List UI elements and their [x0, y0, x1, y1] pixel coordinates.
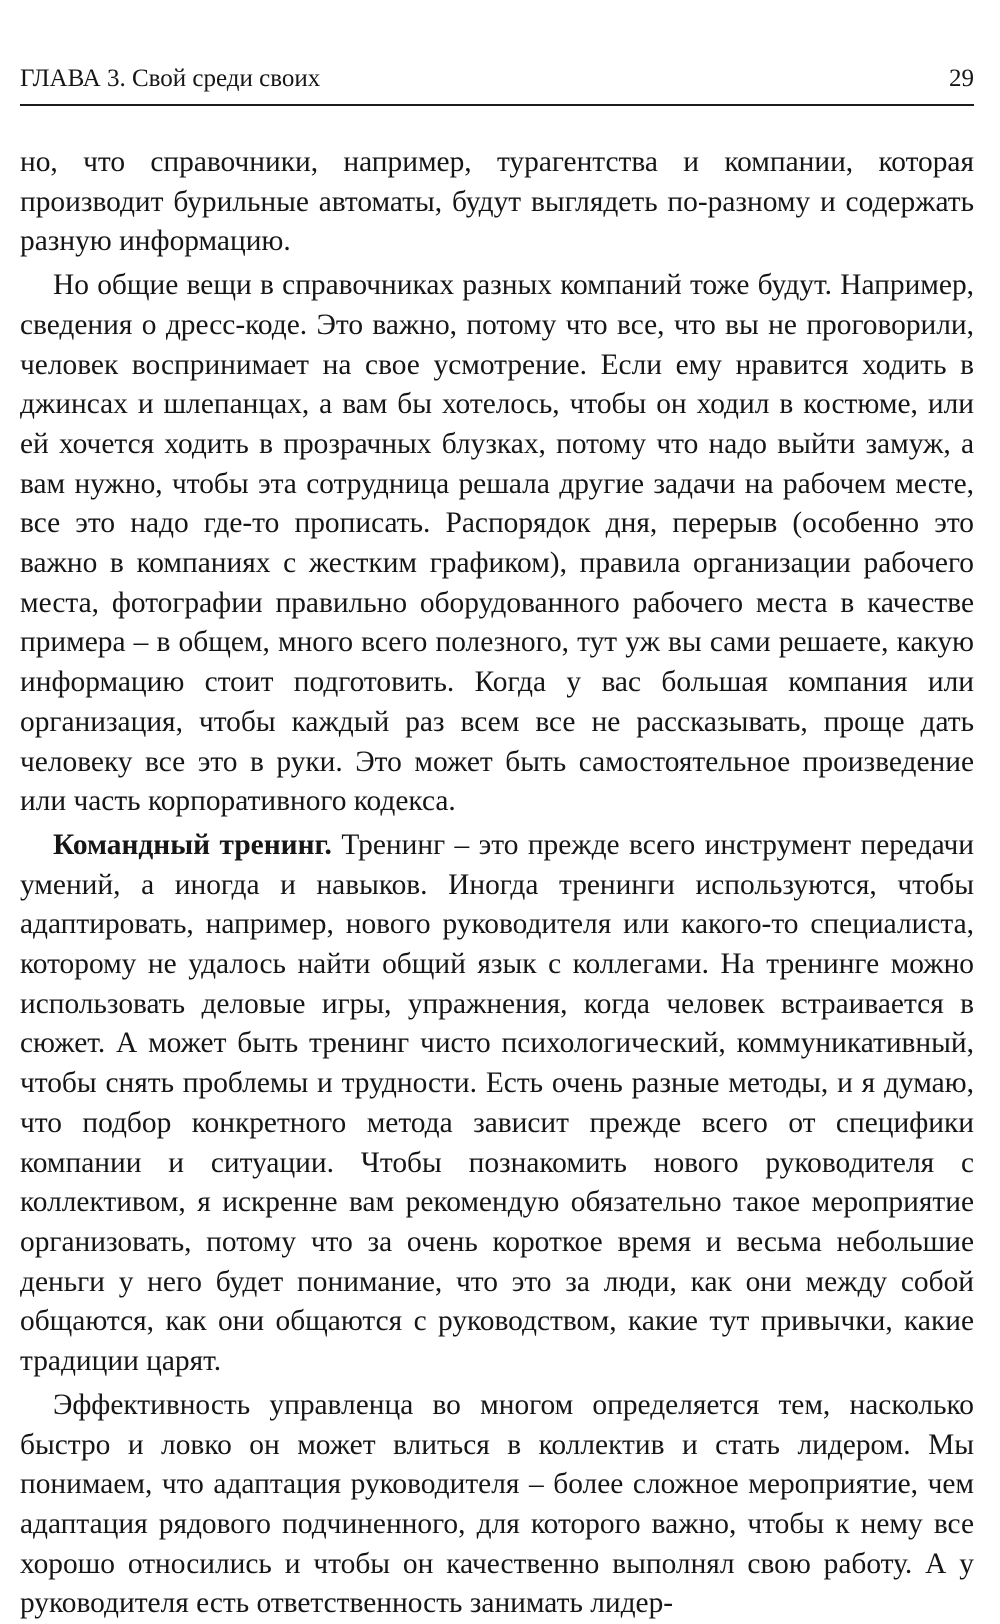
paragraph-3-text: Тренинг – это прежде всего инструмент передачи умений, а иногда и навыков. Иногда тренинги используются, чтобы адаптировать, например, нового руководителя или какого-то специалиста, которому не удалось найти общий язык с коллегами. На тренинге можно использовать деловые игры, упражнения, когда человек встраивается в сюжет. А может быть тренинг чисто психологический, коммуникативный, чтобы снять проблемы и трудности. Есть очень разные методы, и я думаю, что подбор конкретного метода зависит прежде всего от специфики компании и ситуации. Чтобы познакомить нового руководителя с коллективом, я искренне вам рекомендую обязательно такое мероприятие организовать, потому что за очень короткое время и весьма небольшие деньги у него будет понимание, что это за люди, как они между собой общаются, как они общаются с руководством, какие тут привычки, какие традиции царят. [20, 828, 974, 1378]
paragraph-1 [20, 143, 974, 262]
paragraph-1-text: но, что справочники, например, турагентства и компании, которая производит бурильные автоматы, будут выглядеть по-разному и содержать разную информацию. [20, 146, 974, 258]
running-header [20, 60, 974, 106]
paragraph-4 [20, 1386, 974, 1624]
page-number: 29 [949, 65, 974, 92]
paragraph-3-lead-in: Командный тренинг. [53, 828, 332, 861]
body-text [20, 143, 974, 1624]
chapter-title: ГЛАВА 3. Свой среди своих [20, 65, 321, 92]
paragraph-4-text: Эффективность управленца во многом определяется тем, насколько быстро и ловко он может влиться в коллектив и стать лидером. Мы понимаем, что адаптация руководителя – более сложное мероприятие, чем адаптация рядового подчиненного, для которого важно, чтобы к нему все хорошо относились и чтобы он качественно выполнял свою работу. А у руководителя есть ответственность занимать лидер- [20, 1388, 974, 1620]
paragraph-2-text: Но общие вещи в справочниках разных компаний тоже будут. Например, сведения о дресс-коде. Это важно, потому что все, что вы не проговорили, человек воспринимает на свое усмотрение. Если ему нравится ходить в джинсах и шлепанцах, а вам бы хотелось, чтобы он ходил в костюме, или ей хочется ходить в прозрачных блузках, потому что надо выйти замуж, а вам нужно, чтобы эта сотрудница решала другие задачи на рабочем месте, все это надо где-то прописать. Распорядок дня, перерыв (особенно это важно в компаниях с жестким графиком), правила организации рабочего места, фотографии правильно оборудованного рабочего места в качестве примера – в общем, много всего полезного, тут уж вы сами решаете, какую информацию стоит подготовить. Когда у вас большая компания или организация, чтобы каждый раз всем все не рассказывать, проще дать человеку все это в руки. Это может быть самостоятельное произведение или часть корпоративного кодекса. [20, 269, 974, 818]
paragraph-3 [20, 826, 974, 1382]
paragraph-2 [20, 266, 974, 822]
